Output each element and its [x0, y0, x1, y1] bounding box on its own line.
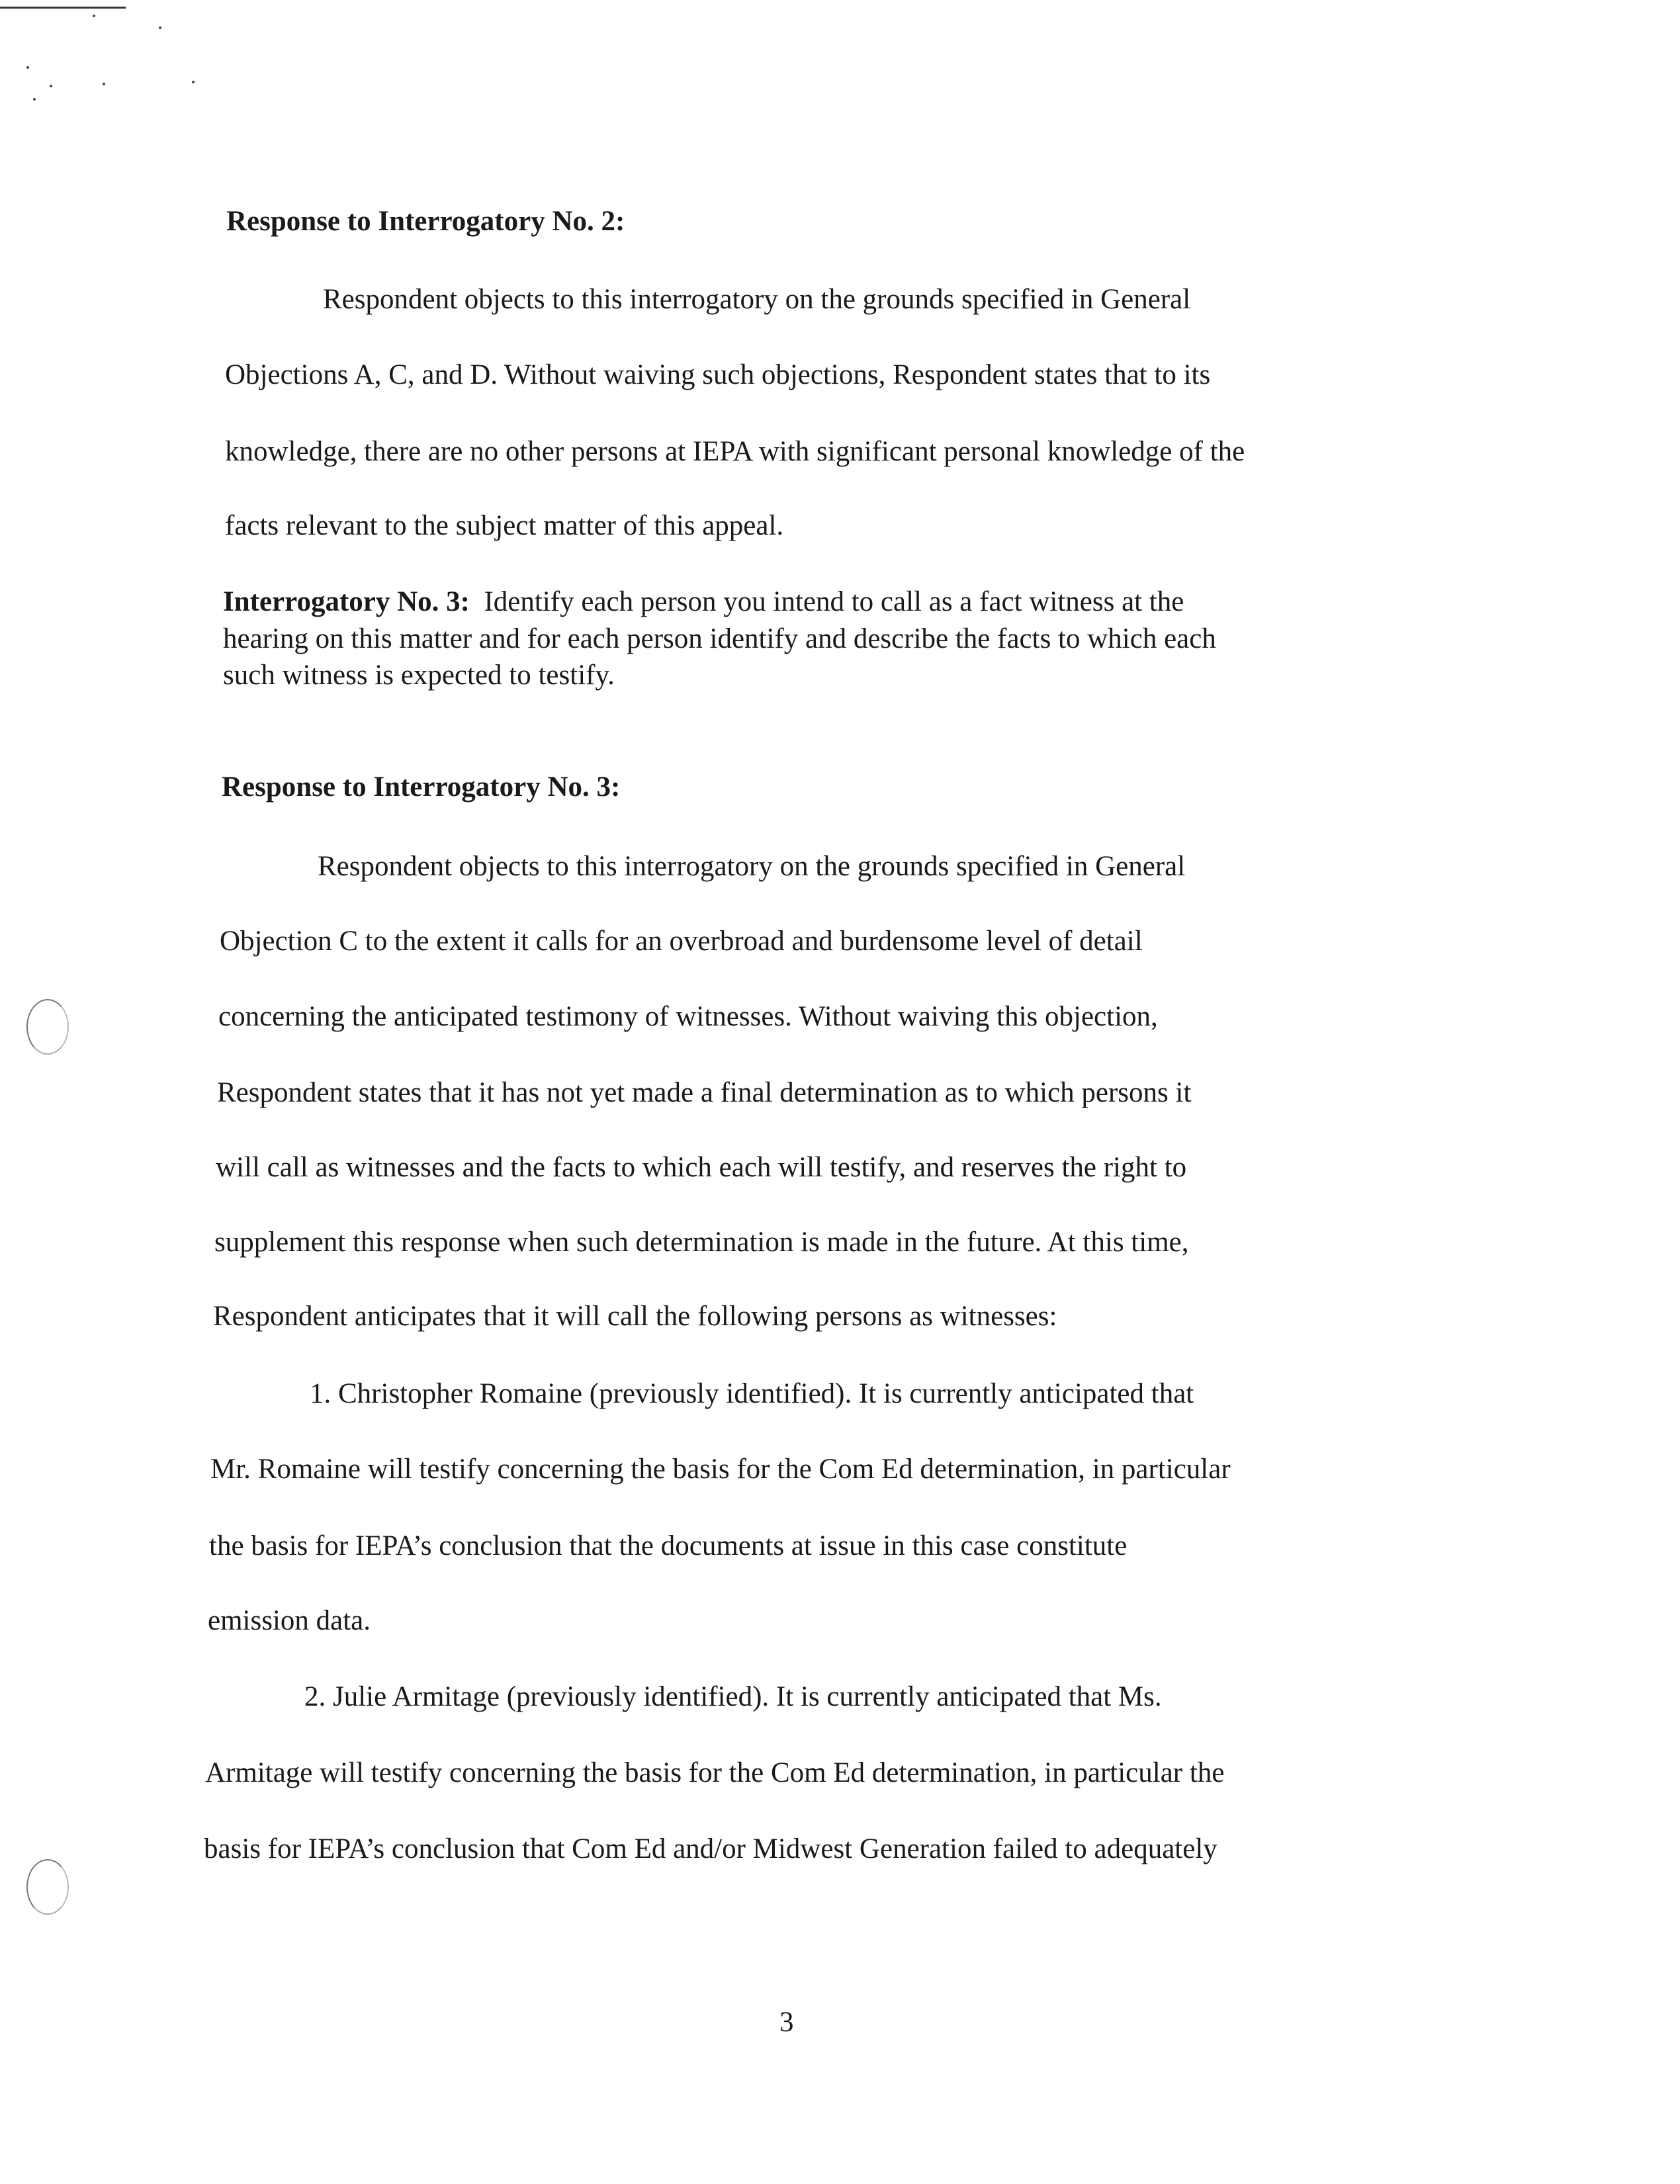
witness-1-line: the basis for IEPA’s conclusion that the documents at issue in this case constitute [209, 1530, 1127, 1561]
scan-rule [0, 7, 126, 9]
punch-hole [26, 999, 69, 1055]
witness-2-line: basis for IEPA’s conclusion that Com Ed and/or Midwest Generation failed to adequately [204, 1833, 1217, 1864]
response-3-heading: Response to Interrogatory No. 3: [222, 771, 621, 803]
scan-speck [33, 98, 36, 101]
response-3-line: concerning the anticipated testimony of witnesses. Without waiving this objection, [218, 1001, 1158, 1032]
witness-2-line: Armitage will testify concerning the basis for the Com Ed determination, in particular the [205, 1757, 1225, 1788]
response-2-line: facts relevant to the subject matter of this appeal. [225, 510, 784, 541]
witness-1-line: 1. Christopher Romaine (previously identified). It is currently anticipated that [310, 1378, 1194, 1409]
scan-speck [192, 81, 195, 83]
response-3-line: Respondent anticipates that it will call the following persons as witnesses: [213, 1301, 1057, 1332]
interrogatory-3-first-line [223, 586, 1184, 618]
punch-hole [26, 1859, 69, 1915]
response-2-heading: Response to Interrogatory No. 2: [226, 206, 625, 237]
interrogatory-3-line: such witness is expected to testify. [223, 660, 615, 691]
interrogatory-3-text: Identify each person you intend to call as a fact witness at the [484, 586, 1184, 617]
response-3-line: Objection C to the extent it calls for an overbroad and burdensome level of detail [220, 926, 1143, 957]
response-3-line: Respondent objects to this interrogatory on the grounds specified in General [318, 851, 1186, 882]
response-3-line: Respondent states that it has not yet made a final determination as to which persons it [217, 1077, 1192, 1108]
response-3-line: supplement this response when such determination is made in the future. At this time, [214, 1227, 1189, 1258]
interrogatory-3-label: Interrogatory No. 3: [223, 586, 470, 617]
witness-1-line: Mr. Romaine will testify concerning the basis for the Com Ed determination, in particular [210, 1454, 1231, 1485]
response-2-line: Respondent objects to this interrogatory on the grounds specified in General [323, 284, 1191, 315]
witness-1-line: emission data. [208, 1605, 371, 1636]
response-2-line: knowledge, there are no other persons at IEPA with significant personal knowledge of the [225, 436, 1245, 467]
response-3-line: will call as witnesses and the facts to which each will testify, and reserves the right to [216, 1152, 1187, 1183]
scan-speck [93, 15, 95, 17]
scan-speck [159, 26, 161, 29]
response-2-line: Objections A, C, and D. Without waiving such objections, Respondent states that to its [225, 359, 1211, 390]
interrogatory-3-line: hearing on this matter and for each person identify and describe the facts to which each [223, 623, 1216, 654]
witness-2-line: 2. Julie Armitage (previously identified). It is currently anticipated that Ms. [304, 1681, 1162, 1712]
scan-speck [50, 85, 52, 87]
scan-speck [26, 66, 29, 69]
scan-speck [103, 83, 105, 85]
page-number: 3 [779, 2007, 794, 2038]
